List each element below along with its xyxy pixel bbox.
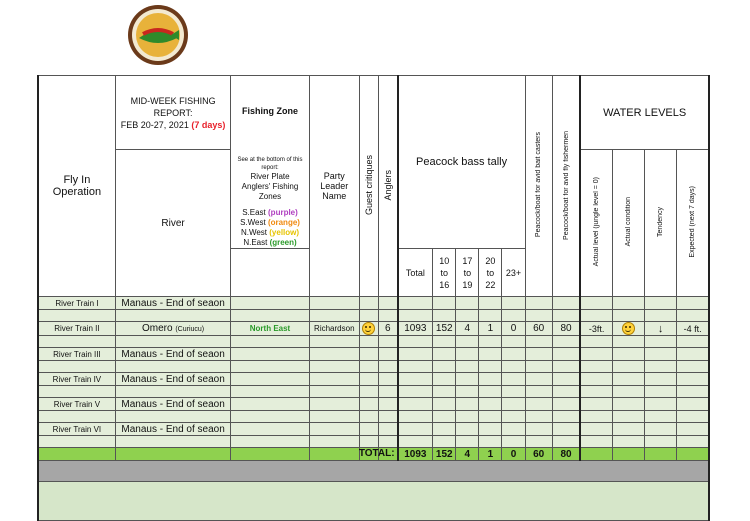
zone-legend-cell <box>231 249 309 297</box>
fly-in-header: Fly In Operation <box>38 76 115 297</box>
river-cell: Manaus - End of seaon <box>115 348 231 361</box>
table-row <box>38 348 709 361</box>
leader-cell: Richardson <box>309 322 359 336</box>
total-cell: 4 <box>456 448 479 461</box>
total-cell: 0 <box>502 448 525 461</box>
anglers-header: Anglers <box>378 76 397 297</box>
operation-cell: River Train IV <box>38 373 115 386</box>
river-cell: Omero (Curiucu) <box>115 322 231 336</box>
tendency-header: Tendency <box>645 150 677 297</box>
operation-cell: River Train VI <box>38 423 115 436</box>
peacock-tally-header: Peacock bass tally <box>398 76 526 249</box>
bucket-cell: 4 <box>456 322 479 336</box>
table-row <box>38 322 709 336</box>
fly-fishermen-header: Peacock/boat for avid fly fishermen <box>552 76 580 297</box>
table-row <box>38 423 709 436</box>
river-cell: Manaus - End of seaon <box>115 423 231 436</box>
expected-header: Expected (next 7 days) <box>677 150 709 297</box>
operation-cell: River Train III <box>38 348 115 361</box>
bucket-cell: 1 <box>479 322 502 336</box>
expected-cell: -4 ft. <box>677 322 709 336</box>
fly-cell: 80 <box>552 322 580 336</box>
table-row <box>38 373 709 386</box>
actual-condition-header: Actual condition <box>612 150 644 297</box>
river-cell: Manaus - End of seaon <box>115 398 231 411</box>
level-cell: -3ft. <box>580 322 612 336</box>
condition-cell <box>612 322 644 336</box>
total-cell: 1093 <box>398 448 433 461</box>
guest-critiques-header: Guest critiques <box>359 76 378 297</box>
bucket-cell: 0 <box>502 322 525 336</box>
bucket-17-19-header: 17 to 19 <box>456 249 479 297</box>
bait-cell: 60 <box>525 322 552 336</box>
total-cell: 1 <box>479 448 502 461</box>
table-row <box>38 297 709 310</box>
bucket-20-22-header: 20 to 22 <box>479 249 502 297</box>
report-title: MID-WEEK FISHING REPORT: FEB 20-27, 2021 (7 days) <box>115 76 231 150</box>
operation-cell: River Train I <box>38 297 115 310</box>
smiley-face-icon <box>622 322 635 335</box>
fishing-zone-header: Fishing Zone See at the bottom of this report: River Plate Anglers' Fishing Zones S.East (purple) S.West (orange) N.West (yellow) N.East (green) <box>231 76 309 249</box>
guest-critique-cell <box>359 322 378 336</box>
footer-band <box>38 482 709 521</box>
smiley-face-icon <box>362 322 375 335</box>
party-leader-header: Party Leader Name <box>309 76 359 297</box>
river-cell: Manaus - End of seaon <box>115 373 231 386</box>
total-label: TOTAL: <box>378 448 397 461</box>
actual-level-header: Actual level (jungle level = 0) <box>580 150 612 297</box>
total-col-header: Total <box>398 249 433 297</box>
bucket-23plus-header: 23+ <box>502 249 525 297</box>
river-cell: Manaus - End of seaon <box>115 297 231 310</box>
gray-band <box>38 461 709 482</box>
operation-cell: River Train V <box>38 398 115 411</box>
operation-cell: River Train II <box>38 322 115 336</box>
table-row <box>38 398 709 411</box>
anglers-cell: 6 <box>378 322 397 336</box>
total-cell: 80 <box>552 448 580 461</box>
total-cell: 1093 <box>398 322 433 336</box>
river-header: River <box>115 150 231 297</box>
river-plate-logo <box>127 4 189 66</box>
zone-cell: North East <box>231 322 309 336</box>
bucket-cell: 152 <box>433 322 456 336</box>
totals-row <box>38 448 709 461</box>
total-cell: 152 <box>433 448 456 461</box>
water-levels-header: WATER LEVELS <box>580 76 709 150</box>
fishing-report-table <box>37 75 710 521</box>
bait-casters-header: Peacock/boat for avid bait casters <box>525 76 552 297</box>
bucket-10-16-header: 10 to 16 <box>433 249 456 297</box>
tendency-down-arrow-icon: ↓ <box>645 322 677 336</box>
total-cell: 60 <box>525 448 552 461</box>
